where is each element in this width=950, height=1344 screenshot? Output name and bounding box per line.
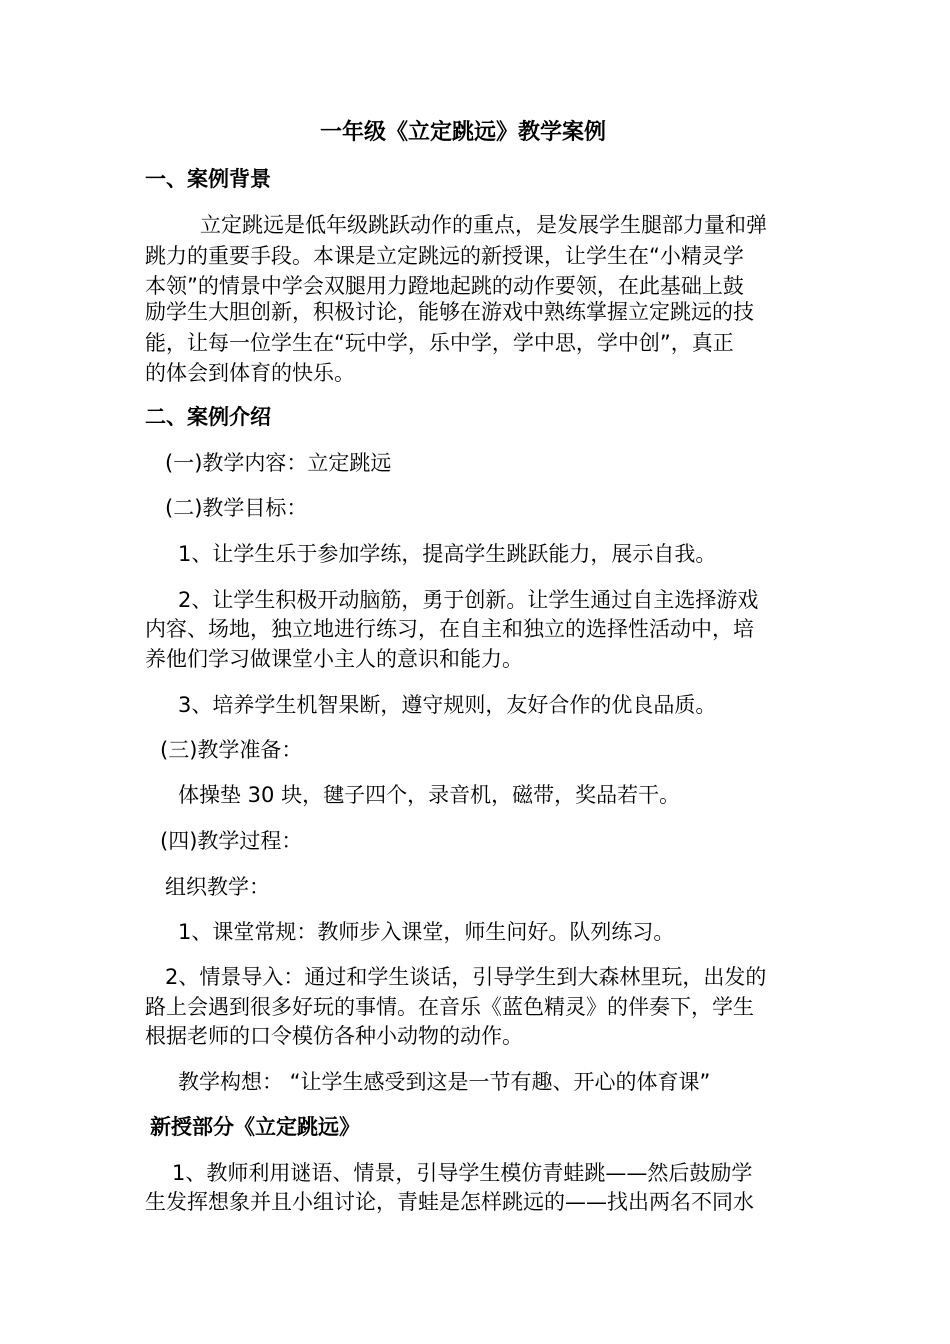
paragraph-line: 立定跳远是低年级跳跃动作的重点，是发展学生腿部力量和弹 [200, 213, 767, 237]
organize-label: 组织教学： [165, 875, 270, 899]
goal-1: 1、让学生乐于参加学练，提高学生跳跃能力，展示自我。 [178, 542, 717, 566]
section-heading-background: 一、案例背景 [145, 167, 271, 191]
goal-2-line: 内容、场地，独立地进行练习，在自主和独立的选择性活动中，培 [145, 617, 754, 641]
paragraph-line: 励学生大胆创新，积极讨论，能够在游戏中熟练掌握立定跳远的技 [145, 300, 754, 324]
step-1: 1、课堂常规：教师步入课堂，师生问好。队列练习。 [178, 920, 675, 944]
document-title: 一年级《立定跳远》教学案例 [320, 120, 607, 145]
teaching-prep-label: (三)教学准备： [160, 738, 303, 762]
new-lesson-line: 1、教师利用谜语、情景，引导学生模仿青蛙跳——然后鼓励学 [172, 1161, 753, 1185]
section-heading-introduction: 二、案例介绍 [145, 405, 271, 429]
goal-2-line: 养他们学习做课堂小主人的意识和能力。 [145, 647, 523, 671]
paragraph-line: 本领”的情景中学会双腿用力蹬地起跳的动作要领，在此基础上鼓 [145, 274, 744, 298]
step-2-line: 根据老师的口令模仿各种小动物的动作。 [145, 1024, 523, 1048]
teaching-content: (一)教学内容：立定跳远 [165, 451, 392, 475]
step-2-line: 路上会遇到很多好玩的事情。在音乐《蓝色精灵》的伴奏下，学生 [145, 995, 754, 1019]
teaching-concept: 教学构想： “让学生感受到这是一节有趣、开心的体育课” [178, 1070, 711, 1094]
teaching-goals-label: (二)教学目标： [165, 496, 308, 520]
teaching-prep: 体操垫 30 块，毽子四个，录音机，磁带，奖品若干。 [178, 783, 681, 807]
goal-2-line: 2、让学生积极开动脑筋，勇于创新。让学生通过自主选择游戏 [178, 588, 759, 612]
step-2-line: 2、情景导入：通过和学生谈话，引导学生到大森林里玩，出发的 [165, 965, 767, 989]
goal-3: 3、培养学生机智果断，遵守规则，友好合作的优良品质。 [178, 693, 717, 717]
paragraph-line: 跳力的重要手段。本课是立定跳远的新授课，让学生在“小精灵学 [145, 244, 744, 268]
teaching-process-label: (四)教学过程： [160, 829, 303, 853]
new-lesson-heading: 新授部分《立定跳远》 [150, 1115, 360, 1139]
paragraph-line: 能，让每一位学生在“玩中学，乐中学，学中思，学中创”，真正 [145, 331, 734, 355]
new-lesson-line: 生发挥想象并且小组讨论，青蛙是怎样跳远的——找出两名不同水 [145, 1190, 754, 1214]
paragraph-line: 的体会到体育的快乐。 [145, 361, 355, 385]
